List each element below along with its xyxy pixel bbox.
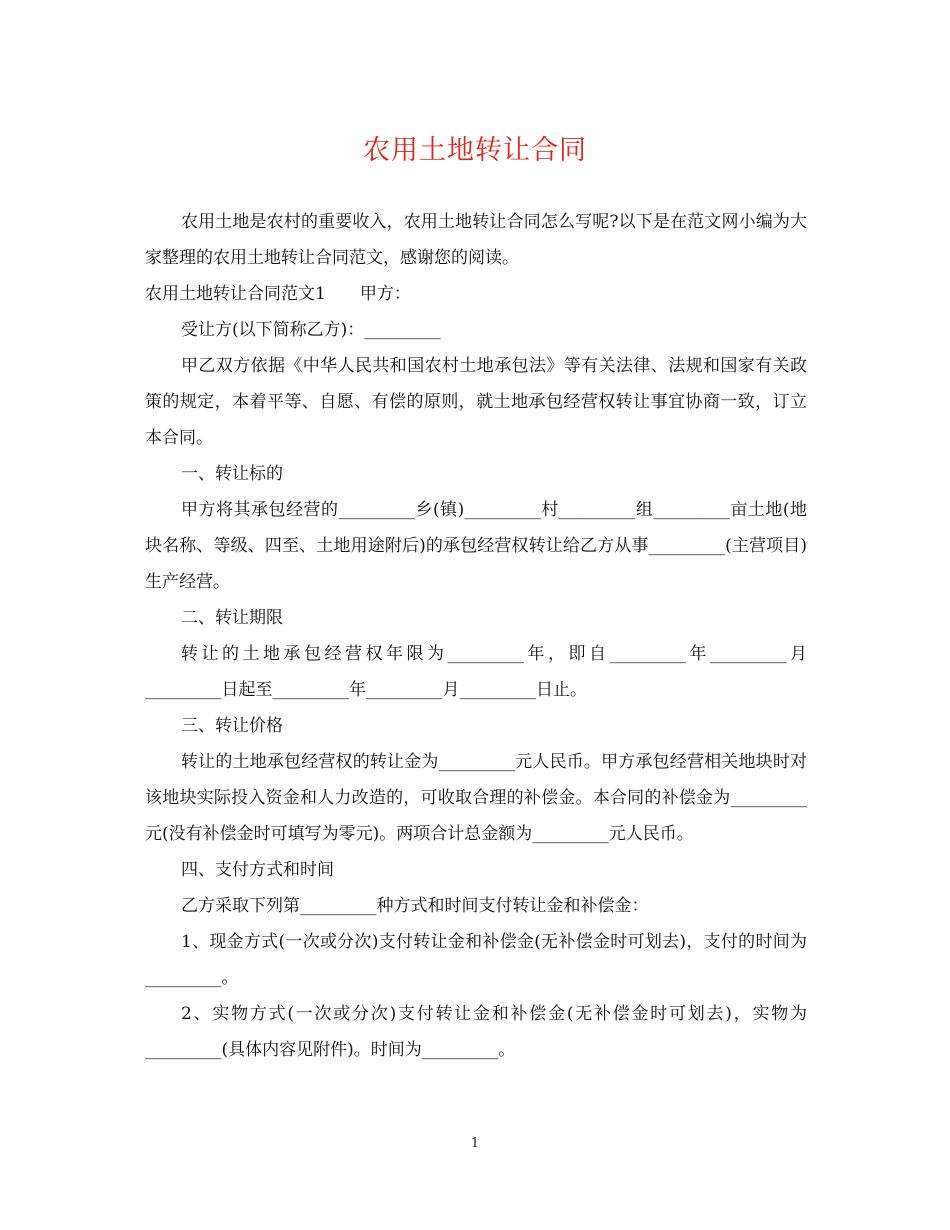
section-heading-price: 三、转让价格: [181, 716, 283, 736]
document-title: 农用土地转让合同: [363, 135, 587, 166]
page-number: 1: [470, 1136, 480, 1151]
paragraph-payment-choice: 乙方采取下列第_________种方式和时间支付转让金和补偿金：: [181, 896, 649, 916]
section-heading-payment: 四、支付方式和时间: [181, 860, 334, 880]
paragraph-term: 转让的土地承包经营权年限为_________年，即自_________年_________月_________日起至_________年_________月_________日止。: [145, 644, 807, 700]
section-heading-subject: 一、转让标的: [181, 464, 283, 484]
document-body: [145, 204, 807, 1068]
paragraph-price: 转让的土地承包经营权的转让金为_________元人民币。甲方承包经营相关地块时对该地块实际投入资金和人力改造的，可收取合理的补偿金。本合同的补偿金为_________元(没有补偿金时可填写为零元)。两项合计总金额为_________元人民币。: [145, 752, 807, 844]
paragraph-payment-cash: 1、现金方式(一次或分次)支付转让金和补偿金(无补偿金时可划去)，支付的时间为_________。: [145, 932, 807, 988]
paragraph-assignee: 受让方(以下简称乙方)：_________: [181, 320, 441, 340]
paragraph-subject: 甲方将其承包经营的_________乡(镇)_________村_________组_________亩土地(地块名称、等级、四至、土地用途附后)的承包经营权转让给乙方从事_________(主营项目)生产经营。: [145, 500, 807, 592]
paragraph-legal-basis: 甲乙双方依据《中华人民共和国农村土地承包法》等有关法律、法规和国家有关政策的规定，本着平等、自愿、有偿的原则，就土地承包经营权转让事宜协商一致，订立本合同。: [145, 356, 807, 448]
paragraph-sample-heading: 农用土地转让合同范文1 甲方：: [145, 284, 411, 304]
paragraph-intro: 农用土地是农村的重要收入，农用土地转让合同怎么写呢?以下是在范文网小编为大家整理的农用土地转让合同范文，感谢您的阅读。: [145, 212, 807, 268]
paragraph-payment-goods: 2、实物方式(一次或分次)支付转让金和补偿金(无补偿金时可划去)，实物为_________(具体内容见附件)。时间为_________。: [145, 1004, 807, 1060]
section-heading-term: 二、转让期限: [181, 608, 283, 628]
